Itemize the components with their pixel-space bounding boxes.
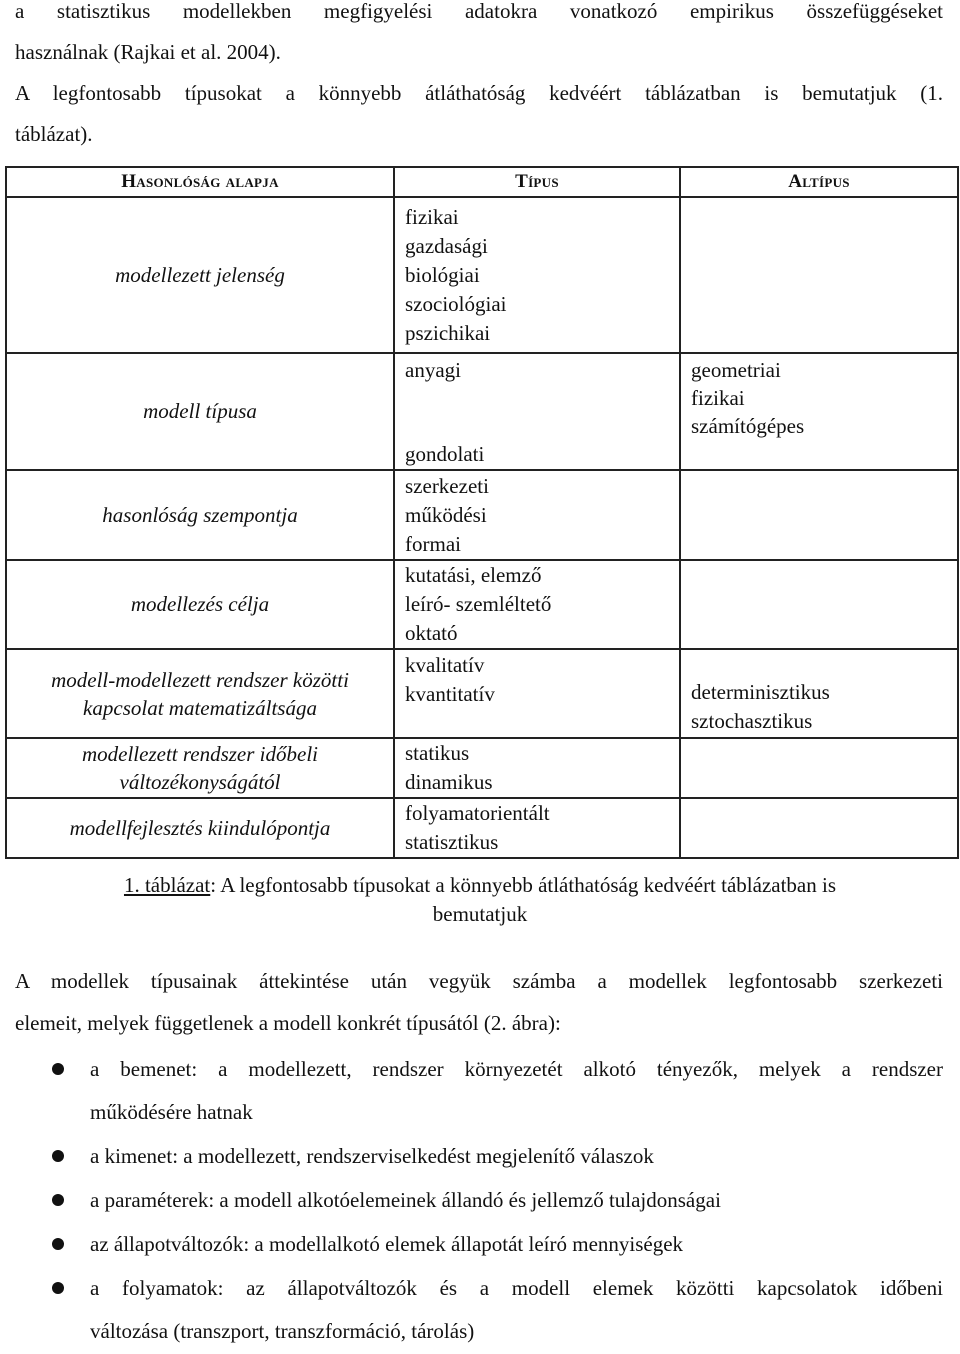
basis-cell: modell típusa — [6, 353, 394, 470]
basis-cell: modellezés célja — [6, 560, 394, 649]
header-type: Típus — [394, 167, 680, 197]
intro-paragraph-3 — [15, 73, 943, 114]
basis-cell: hasonlóság szempontja — [6, 470, 394, 560]
subtype-cell — [680, 798, 958, 858]
model-types-table — [5, 166, 959, 859]
subtype-cell: determinisztikus sztochasztikus — [680, 649, 958, 738]
subtype-cell — [680, 470, 958, 560]
intro-paragraph-4 — [15, 114, 943, 155]
subtype-cell — [680, 197, 958, 353]
table-row — [6, 649, 958, 738]
body-line-1: A modellek típusainak áttekintése után vegyük számba a modellek legfontosabb szerkezeti — [15, 969, 943, 993]
header-basis: Hasonlóság alapja — [6, 167, 394, 197]
table-header-row — [6, 167, 958, 197]
type-cell: fizikai gazdasági biológiai szociológiai pszichikai — [394, 197, 680, 353]
type-cell: statikus dinamikus — [394, 738, 680, 798]
caption-text: : A legfontosabb típusokat a könnyebb átláthatóság kedvéért táblázatban is — [210, 873, 837, 897]
table-row — [6, 197, 958, 353]
list-item: a paraméterek: a modell alkotóelemeinek állandó és jellemző tulajdonságai — [0, 1179, 943, 1222]
basis-cell: modellezett rendszer időbeli változékonyságától — [6, 738, 394, 798]
list-item: a bemenet: a modellezett, rendszer környezetét alkotó tényezők, melyek a rendszer működésére hatnak — [0, 1048, 943, 1134]
basis-cell: modellezett jelenség — [6, 197, 394, 353]
table-caption — [15, 871, 945, 929]
type-cell: folyamatorientált statisztikus — [394, 798, 680, 858]
intro-paragraph-2 — [15, 32, 943, 73]
body-paragraph-line-1 — [15, 961, 943, 1002]
type-cell: anyagi gondolati — [394, 353, 680, 470]
intro-paragraph-1 — [15, 0, 943, 32]
subtype-cell — [680, 738, 958, 798]
table-row — [6, 560, 958, 649]
intro-line-2: használnak (Rajkai et al. 2004). — [15, 40, 281, 64]
table-row — [6, 353, 958, 470]
bullet-icon — [52, 1194, 64, 1206]
list-item: a folyamatok: az állapotváltozók és a modell elemek közötti kapcsolatok időbeni változása (transzport, transzformáció, tárolás) — [0, 1267, 943, 1353]
list-item: az állapotváltozók: a modellalkotó elemek állapotát leíró mennyiségek — [0, 1223, 943, 1266]
intro-line-4: táblázat). — [15, 122, 93, 146]
type-cell: kutatási, elemző leíró- szemléltető oktató — [394, 560, 680, 649]
structural-elements-list — [0, 1048, 960, 1354]
bullet-icon — [52, 1150, 64, 1162]
subtype-cell — [680, 560, 958, 649]
bullet-icon — [52, 1063, 64, 1075]
intro-line-1: a statisztikus modellekben megfigyelési adatokra vonatkozó empirikus összefüggéseket — [15, 0, 943, 23]
subtype-cell: geometriai fizikai számítógépes — [680, 353, 958, 470]
caption-label: 1. táblázat — [123, 873, 211, 897]
list-item: a kimenet: a modellezett, rendszerviselkedést megjelenítő válaszok — [0, 1135, 943, 1178]
basis-cell: modell-modellezett rendszer közötti kapcsolat matematizáltsága — [6, 649, 394, 738]
intro-line-3: A legfontosabb típusokat a könnyebb átláthatóság kedvéért táblázatban is bemutatjuk (1. — [15, 81, 943, 105]
body-paragraph-line-2 — [15, 1003, 943, 1044]
basis-cell: modellfejlesztés kiindulópontja — [6, 798, 394, 858]
table-row — [6, 798, 958, 858]
type-cell: kvalitatív kvantitatív — [394, 649, 680, 738]
bullet-icon — [52, 1282, 64, 1294]
table-row — [6, 738, 958, 798]
type-cell: szerkezeti működési formai — [394, 470, 680, 560]
body-line-2: elemeit, melyek függetlenek a modell konkrét típusától (2. ábra): — [15, 1011, 561, 1035]
caption-text-2: bemutatjuk — [432, 902, 528, 926]
table-row — [6, 470, 958, 560]
header-subtype: Altípus — [680, 167, 958, 197]
bullet-icon — [52, 1238, 64, 1250]
